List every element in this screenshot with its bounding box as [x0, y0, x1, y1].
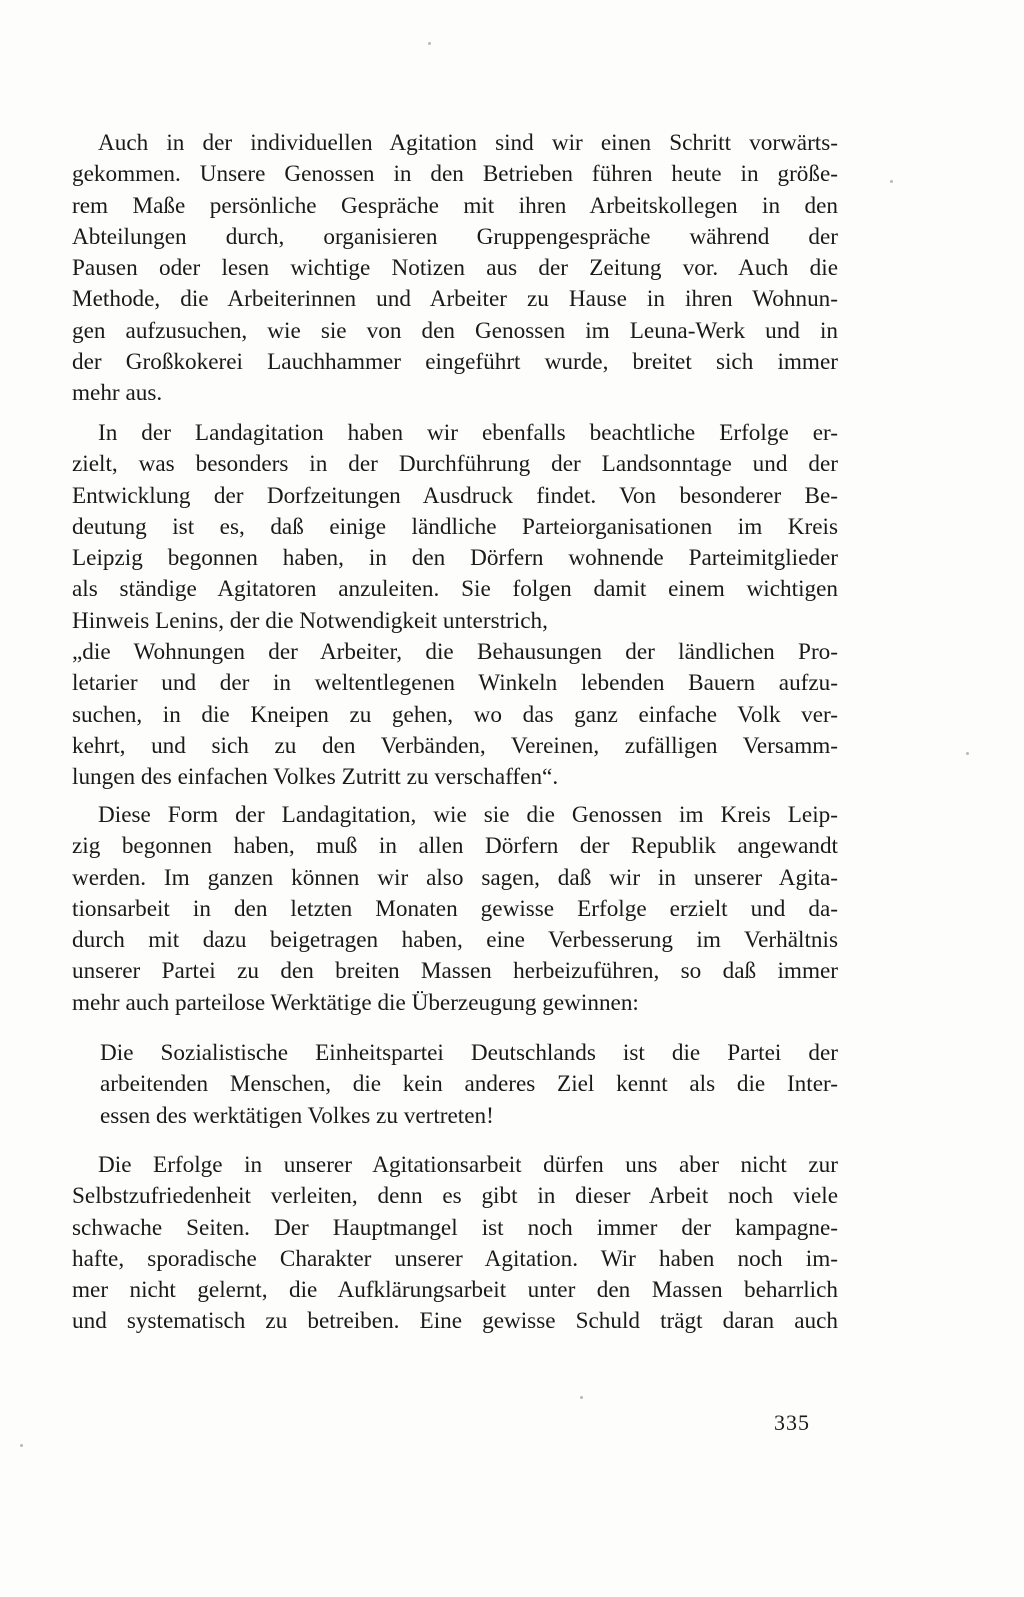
text-line: unserer Partei zu den breiten Massen herbeizuführen, so daß immer	[72, 958, 838, 985]
scan-speck	[966, 752, 969, 755]
text-line: zielt, was besonders in der Durchführung der Landsonntage und der	[72, 451, 838, 478]
quote-line: essen des werktätigen Volkes zu vertreten!	[100, 1102, 494, 1129]
text-line: Hinweis Lenins, der die Notwendigkeit unterstrich,	[72, 607, 548, 634]
text-line: Entwicklung der Dorfzeitungen Ausdruck findet. Von besonderer Be-	[72, 482, 838, 509]
text-line: Methode, die Arbeiterinnen und Arbeiter zu Hause in ihren Wohnun-	[72, 286, 838, 313]
page-number: 335	[774, 1410, 810, 1435]
text-line: Pausen oder lesen wichtige Notizen aus der Zeitung vor. Auch die	[72, 255, 838, 282]
text-line: tionsarbeit in den letzten Monaten gewisse Erfolge erzielt und da-	[72, 895, 838, 922]
lenin-quote-line: lungen des einfachen Volkes Zutritt zu verschaffen“.	[72, 764, 559, 791]
text-line: mehr aus.	[72, 380, 163, 407]
paragraph-weaknesses	[72, 1150, 838, 1338]
scan-speck	[580, 1396, 583, 1399]
text-line: deutung ist es, daß einige ländliche Parteiorganisationen im Kreis	[72, 513, 838, 540]
text-line: zig begonnen haben, muß in allen Dörfern der Republik angewandt	[72, 833, 838, 860]
text-line: werden. Im ganzen können wir also sagen, daß wir in unserer Agita-	[72, 864, 838, 891]
text-line: Auch in der individuellen Agitation sind wir einen Schritt vorwärts-	[98, 130, 838, 156]
text-line: In der Landagitation haben wir ebenfalls beachtliche Erfolge er-	[98, 420, 838, 446]
scan-speck	[20, 1444, 23, 1447]
scan-speck	[890, 180, 893, 183]
text-line: Die Erfolge in unserer Agitationsarbeit dürfen uns aber nicht zur	[98, 1152, 838, 1178]
block-quote	[100, 1038, 838, 1132]
text-line: hafte, sporadische Charakter unserer Agitation. Wir haben noch im-	[72, 1245, 838, 1272]
text-line: Abteilungen durch, organisieren Gruppengespräche während der	[72, 223, 838, 250]
lenin-quote-line: suchen, in die Kneipen zu gehen, wo das ganz einfache Volk ver-	[72, 701, 838, 728]
quote-line: Die Sozialistische Einheitspartei Deutschlands ist die Partei der	[100, 1040, 838, 1066]
text-line: der Großkokerei Lauchhammer eingeführt wurde, breitet sich immer	[72, 349, 838, 376]
quote-line: arbeitenden Menschen, die kein anderes Ziel kennt als die Inter-	[100, 1071, 838, 1098]
text-line: Leipzig begonnen haben, in den Dörfern wohnende Parteimitglieder	[72, 545, 838, 572]
lenin-quote-line: kehrt, und sich zu den Verbänden, Vereinen, zufälligen Versamm-	[72, 732, 838, 759]
paragraph-land-agitation	[72, 418, 838, 794]
text-line: Selbstzufriedenheit verleiten, denn es gibt in dieser Arbeit noch viele	[72, 1183, 838, 1210]
text-line: mehr auch parteilose Werktätige die Überzeugung gewinnen:	[72, 989, 639, 1016]
lenin-quote-line: „die Wohnungen der Arbeiter, die Behausungen der ländlichen Pro-	[72, 639, 838, 666]
text-line: mer nicht gelernt, die Aufklärungsarbeit unter den Massen beharrlich	[72, 1277, 838, 1304]
lenin-quote-line: letarier und der in weltentlegenen Winkeln lebenden Bauern aufzu-	[72, 670, 838, 697]
scan-speck	[428, 42, 431, 45]
text-line: schwache Seiten. Der Hauptmangel ist noch immer der kampagne-	[72, 1214, 838, 1241]
text-line: als ständige Agitatoren anzuleiten. Sie folgen damit einem wichtigen	[72, 576, 838, 603]
paragraph-land-agitation-form	[72, 800, 838, 1019]
text-line: und systematisch zu betreiben. Eine gewisse Schuld trägt daran auch	[72, 1308, 838, 1335]
text-line: rem Maße persönliche Gespräche mit ihren Arbeitskollegen in den	[72, 192, 838, 219]
text-line: durch mit dazu beigetragen haben, eine Verbesserung im Verhältnis	[72, 927, 838, 954]
text-line: gekommen. Unsere Genossen in den Betrieben führen heute in größe-	[72, 161, 838, 188]
text-line: gen aufzusuchen, wie sie von den Genossen im Leuna-Werk und in	[72, 317, 838, 344]
text-line: Diese Form der Landagitation, wie sie die Genossen im Kreis Leip-	[98, 802, 838, 828]
paragraph-individual-agitation	[72, 128, 838, 410]
